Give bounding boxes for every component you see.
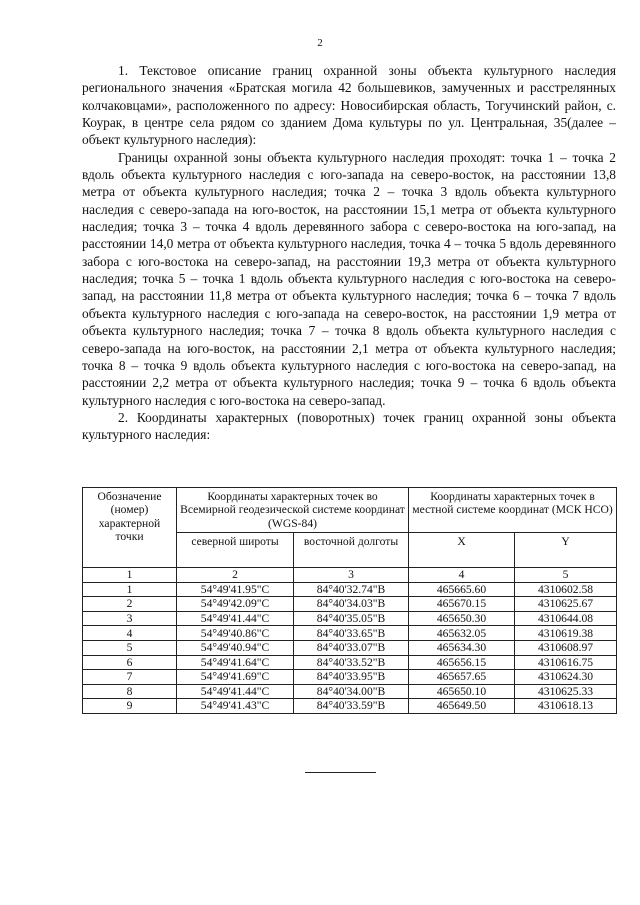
table-row [83,670,617,685]
latitude-cell: 54°49'40.94"С [177,641,294,656]
y-cell: 4310624.30 [515,670,617,685]
longitude-cell: 84°40'33.65"В [294,626,409,641]
table-row [83,611,617,626]
x-cell: 465665.60 [409,582,515,597]
x-cell: 465634.30 [409,641,515,656]
longitude-cell: 84°40'32.74"В [294,582,409,597]
latitude-cell: 54°49'41.95"С [177,582,294,597]
column-number: 2 [177,568,294,582]
point-cell: 8 [83,684,177,699]
y-cell: 4310618.13 [515,699,617,714]
paragraph-boundary-description: 1. Текстовое описание границ охранной зоны объекта культурного наследия регионального значения «Братская могила 42 большевиков, замученных и расстрелянных колчаковцами», расположенного по адресу: Новосибирская область, Тогучинский район, с. Коурак, в центре села рядом со зданием Дома культуры по ул. Центральная, 35(далее – объект культурного наследия): [82,63,616,148]
x-cell: 465650.10 [409,684,515,699]
footer-divider [305,772,376,773]
x-cell: 465656.15 [409,655,515,670]
column-number: 4 [409,568,515,582]
x-cell: 465632.05 [409,626,515,641]
latitude-cell: 54°49'41.43"С [177,699,294,714]
y-cell: 4310616.75 [515,655,617,670]
column-number: 1 [83,568,177,582]
table-row [83,655,617,670]
longitude-cell: 84°40'33.07"В [294,641,409,656]
latitude-cell: 54°49'40.86"С [177,626,294,641]
column-number: 5 [515,568,617,582]
point-cell: 1 [83,582,177,597]
paragraph-boundary-points: Границы охранной зоны объекта культурного наследия проходят: точка 1 – точка 2 вдоль объекта культурного наследия с юго-запада на северо-восток, на расстоянии 13,8 метра от объекта культурного наследия; точка 2 – точка 3 вдоль объекта культурного наследия с северо-запада на юго-восток, на расстоянии 15,1 метра от объекта культурного наследия; точка 3 – точка 4 вдоль деревянного забора с северо-востока на юго-запад, на расстоянии 14,0 метра от объекта культурного наследия, точка 4 – точка 5 вдоль деревянного забора с юго-востока на северо-запад, на расстоянии 19,3 метра от объекта культурного наследия; точка 5 – точка 1 вдоль объекта культурного наследия с юго-востока на северо-запад, на расстоянии 11,8 метра от объекта культурного наследия; точка 6 – точка 7 вдоль объекта культурного наследия с юго-запада на северо-восток, на расстоянии 1,9 метра от объекта культурного наследия; точка 7 – точка 8 вдоль объекта культурного наследия с северо-запада на юго-восток, на расстоянии 2,1 метра от объекта культурного наследия; точка 8 – точка 9 вдоль объекта культурного наследия с юго-востока на северо-запад, на расстоянии 2,2 метра от объекта культурного наследия; точка 9 – точка 6 вдоль объекта культурного наследия с юго-востока на северо-запад. [82,149,616,408]
longitude-cell: 84°40'35.05"В [294,611,409,626]
y-cell: 4310602.58 [515,582,617,597]
point-cell: 3 [83,611,177,626]
x-cell: 465670.15 [409,597,515,612]
y-cell: 4310619.38 [515,626,617,641]
point-cell: 5 [83,641,177,656]
x-cell: 465657.65 [409,670,515,685]
latitude-cell: 54°49'42.09"С [177,597,294,612]
point-cell: 6 [83,655,177,670]
header-local-system-group: Координаты характерных точек в местной системе координат (МСК НСО) [409,488,617,533]
coordinates-table [82,487,617,714]
header-wgs84-group: Координаты характерных точек во Всемирной геодезической системе координат (WGS-84) [177,488,409,533]
x-cell: 465650.30 [409,611,515,626]
document-body [82,62,616,444]
header-x: X [409,533,515,568]
point-cell: 9 [83,699,177,714]
table-row [83,582,617,597]
longitude-cell: 84°40'33.52"В [294,655,409,670]
y-cell: 4310625.33 [515,684,617,699]
point-cell: 2 [83,597,177,612]
point-cell: 4 [83,626,177,641]
header-point-designation: Обозначение (номер) характерной точки [83,488,177,568]
table-row [83,641,617,656]
column-number: 3 [294,568,409,582]
latitude-cell: 54°49'41.69"С [177,670,294,685]
y-cell: 4310625.67 [515,597,617,612]
y-cell: 4310644.08 [515,611,617,626]
paragraph-coordinates-heading: 2. Координаты характерных (поворотных) точек границ охранной зоны объекта культурного наследия: [82,409,616,443]
latitude-cell: 54°49'41.44"С [177,684,294,699]
table-row [83,597,617,612]
point-cell: 7 [83,670,177,685]
longitude-cell: 84°40'33.95"В [294,670,409,685]
y-cell: 4310608.97 [515,641,617,656]
page-number: 2 [317,37,323,49]
table-row [83,684,617,699]
longitude-cell: 84°40'34.00"В [294,684,409,699]
table-row [83,626,617,641]
longitude-cell: 84°40'34.03"В [294,597,409,612]
x-cell: 465649.50 [409,699,515,714]
latitude-cell: 54°49'41.64"С [177,655,294,670]
header-y: Y [515,533,617,568]
latitude-cell: 54°49'41.44"С [177,611,294,626]
table-row [83,699,617,714]
header-latitude: северной широты [177,533,294,568]
header-longitude: восточной долготы [294,533,409,568]
longitude-cell: 84°40'33.59"В [294,699,409,714]
